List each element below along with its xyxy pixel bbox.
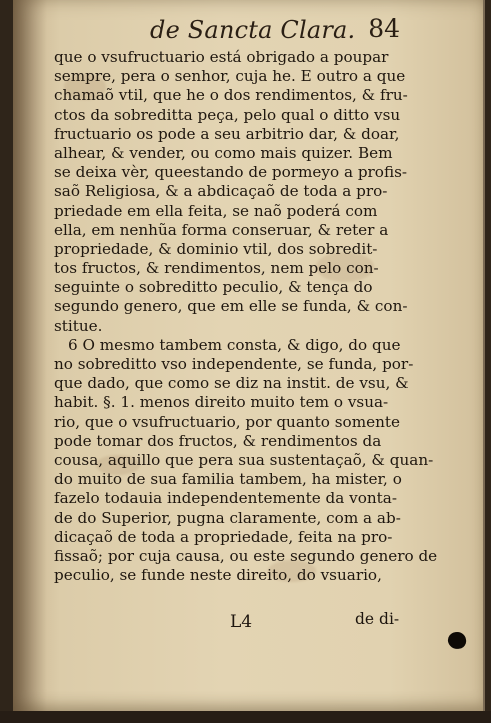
text-line: de do Superior, pugna claramente, com a ab-: [54, 508, 401, 527]
signature-mark: L4: [230, 612, 253, 632]
page-header: [150, 14, 410, 48]
text-line: que dado, que como se diz na instit. de vsu, &: [54, 374, 409, 393]
text-line: peculio, se funde neste direito, do vsuario,: [54, 566, 382, 585]
page-bottom-edge-shadow: [0, 711, 491, 723]
text-line: ctos da sobreditta peça, pelo qual o ditto vsu: [54, 105, 401, 124]
text-line: dicaçaõ de toda a propriedade, feita na pro-: [54, 527, 393, 546]
text-line: alhear, & vender, ou como mais quizer. Bem: [54, 143, 393, 162]
page-number: 84: [368, 14, 400, 43]
text-line: fissaõ; por cuja causa, ou este segundo genero de: [54, 546, 438, 565]
text-line: segundo genero, que em elle se funda, & con-: [54, 297, 408, 316]
text-line: rio, que o vsufructuario, por quanto somente: [54, 412, 400, 431]
text-line: do muito de sua familia tambem, ha mister, o: [54, 470, 402, 489]
text-line: seguinte o sobreditto peculio, & tença do: [54, 278, 373, 297]
paragraph-start-line: 6 O mesmo tambem consta, & digo, do que: [68, 335, 401, 354]
text-line: que o vsufructuario está obrigado a poupar: [54, 48, 389, 66]
catchword: de di-: [355, 610, 400, 628]
text-line: propriedade, & dominio vtil, dos sobredit-: [54, 239, 378, 258]
text-line: saõ Religiosa, & a abdicaçaõ de toda a pro-: [54, 182, 388, 201]
text-line: fructuario os pode a seu arbitrio dar, & doar,: [54, 124, 400, 143]
text-line: priedade em ella feita, se naõ poderá com: [54, 201, 378, 220]
body-text: [54, 48, 438, 585]
text-line: pode tomar dos fructos, & rendimentos da: [54, 431, 382, 450]
text-line: cousa, aquillo que pera sua sustentaçaõ, & quan-: [54, 450, 434, 469]
text-line: no sobreditto vso independente, se funda, por-: [54, 355, 414, 373]
text-line: habit. §. 1. menos direito muito tem o vsua-: [54, 393, 389, 412]
text-line: se deixa vèr, queestando de pormeyo a profis-: [54, 163, 408, 182]
text-line: chamaõ vtil, que he o dos rendimentos, & fru-: [54, 86, 408, 105]
text-line: ella, em nenhũa forma conseruar, & reter a: [54, 220, 389, 239]
text-line: sempre, pera o senhor, cuja he. E outro a que: [54, 67, 406, 86]
text-line: stitue.: [54, 316, 103, 335]
text-line: tos fructos, & rendimentos, nem pelo con-: [54, 259, 379, 278]
running-head: de Sancta Clara.: [150, 16, 356, 44]
text-line: fazelo todauia independentemente da vonta-: [54, 489, 397, 508]
page-gutter-shadow: [13, 0, 47, 711]
